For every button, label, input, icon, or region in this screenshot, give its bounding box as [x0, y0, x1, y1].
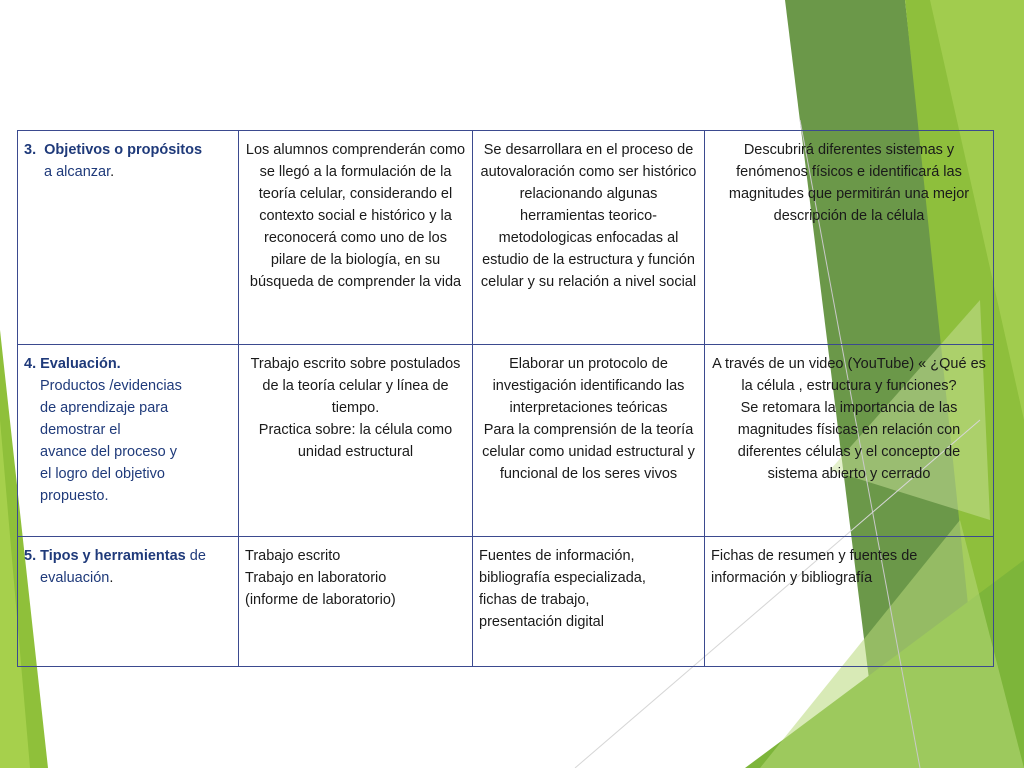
cell-line: Practica sobre: la célula como unidad estructural [258, 422, 453, 460]
heading-subtitle: a alcanzar [44, 164, 111, 180]
heading-line: Productos /evidencias [40, 378, 182, 394]
table-cell [473, 537, 705, 667]
table-cell: Los alumnos comprenderán como se llegó a la formulación de la teoría celular, considerando el contexto social e histórico y la reconocerá como uno de los pilare de la biología, en su búsqueda de comprender la vida [239, 131, 473, 345]
table-cell [239, 537, 473, 667]
table-cell [473, 345, 705, 537]
heading-title: Evaluación. [40, 356, 121, 372]
planning-table [17, 130, 994, 667]
row-heading-objectives: 3. Objetivos o propósitos a alcanzar. [18, 131, 239, 345]
heading-suffix: de [189, 548, 206, 564]
table-cell [705, 345, 994, 537]
cell-line: Se retomara la importancia de las magnitudes físicas en relación con diferentes células y el concepto de sistema abierto y cerrado [737, 400, 961, 482]
row-heading-tools: 5. Tipos y herramientas de evaluación. [18, 537, 239, 667]
cell-line: información y bibliografía [711, 570, 873, 586]
table-cell: Descubrirá diferentes sistemas y fenómenos físicos e identificará las magnitudes que permitirán una mejor descripción de la célula [705, 131, 994, 345]
table-cell: Se desarrollara en el proceso de autovaloración como ser histórico relacionando algunas herramientas teorico-metodologicas enfocadas al estudio de la estructura y función celular y su relación a nivel social [473, 131, 705, 345]
cell-line: A través de un video (YouTube) « ¿Qué es la célula , estructura y funciones? [712, 356, 986, 394]
table-row [18, 345, 994, 537]
heading-line: de aprendizaje para [40, 400, 169, 416]
heading-line: el logro del objetivo [40, 466, 165, 482]
cell-line: fichas de trabajo, [479, 592, 590, 608]
heading-line: propuesto. [40, 488, 109, 504]
cell-line: Fuentes de información, [479, 548, 635, 564]
cell-line: Para la comprensión de la teoría celular como unidad estructural y funcional de los seres vivos [482, 422, 695, 482]
heading-title: Tipos y herramientas [40, 548, 186, 564]
heading-line: avance del proceso y [40, 444, 178, 460]
cell-line: Fichas de resumen y fuentes de [711, 548, 918, 564]
cell-line: Trabajo en laboratorio [245, 570, 387, 586]
cell-line: Trabajo escrito [245, 548, 341, 564]
heading-number: 5. [24, 548, 37, 564]
row-heading-evaluation [18, 345, 239, 537]
heading-subtitle: evaluación [40, 570, 110, 586]
cell-line: presentación digital [479, 614, 604, 630]
heading-line: demostrar el [40, 422, 121, 438]
cell-line: Trabajo escrito sobre postulados de la teoría celular y línea de tiempo. [250, 356, 461, 416]
table-row [18, 537, 994, 667]
cell-line: (informe de laboratorio) [245, 592, 396, 608]
cell-line: Elaborar un protocolo de investigación identificando las interpretaciones teóricas [492, 356, 685, 416]
cell-line: bibliografía especializada, [479, 570, 646, 586]
table-row [18, 131, 994, 345]
heading-number: 4. [24, 356, 37, 372]
heading-title: Objetivos o propósitos [44, 142, 203, 158]
table-cell [705, 537, 994, 667]
heading-number: 3. [24, 142, 37, 158]
table-cell [239, 345, 473, 537]
